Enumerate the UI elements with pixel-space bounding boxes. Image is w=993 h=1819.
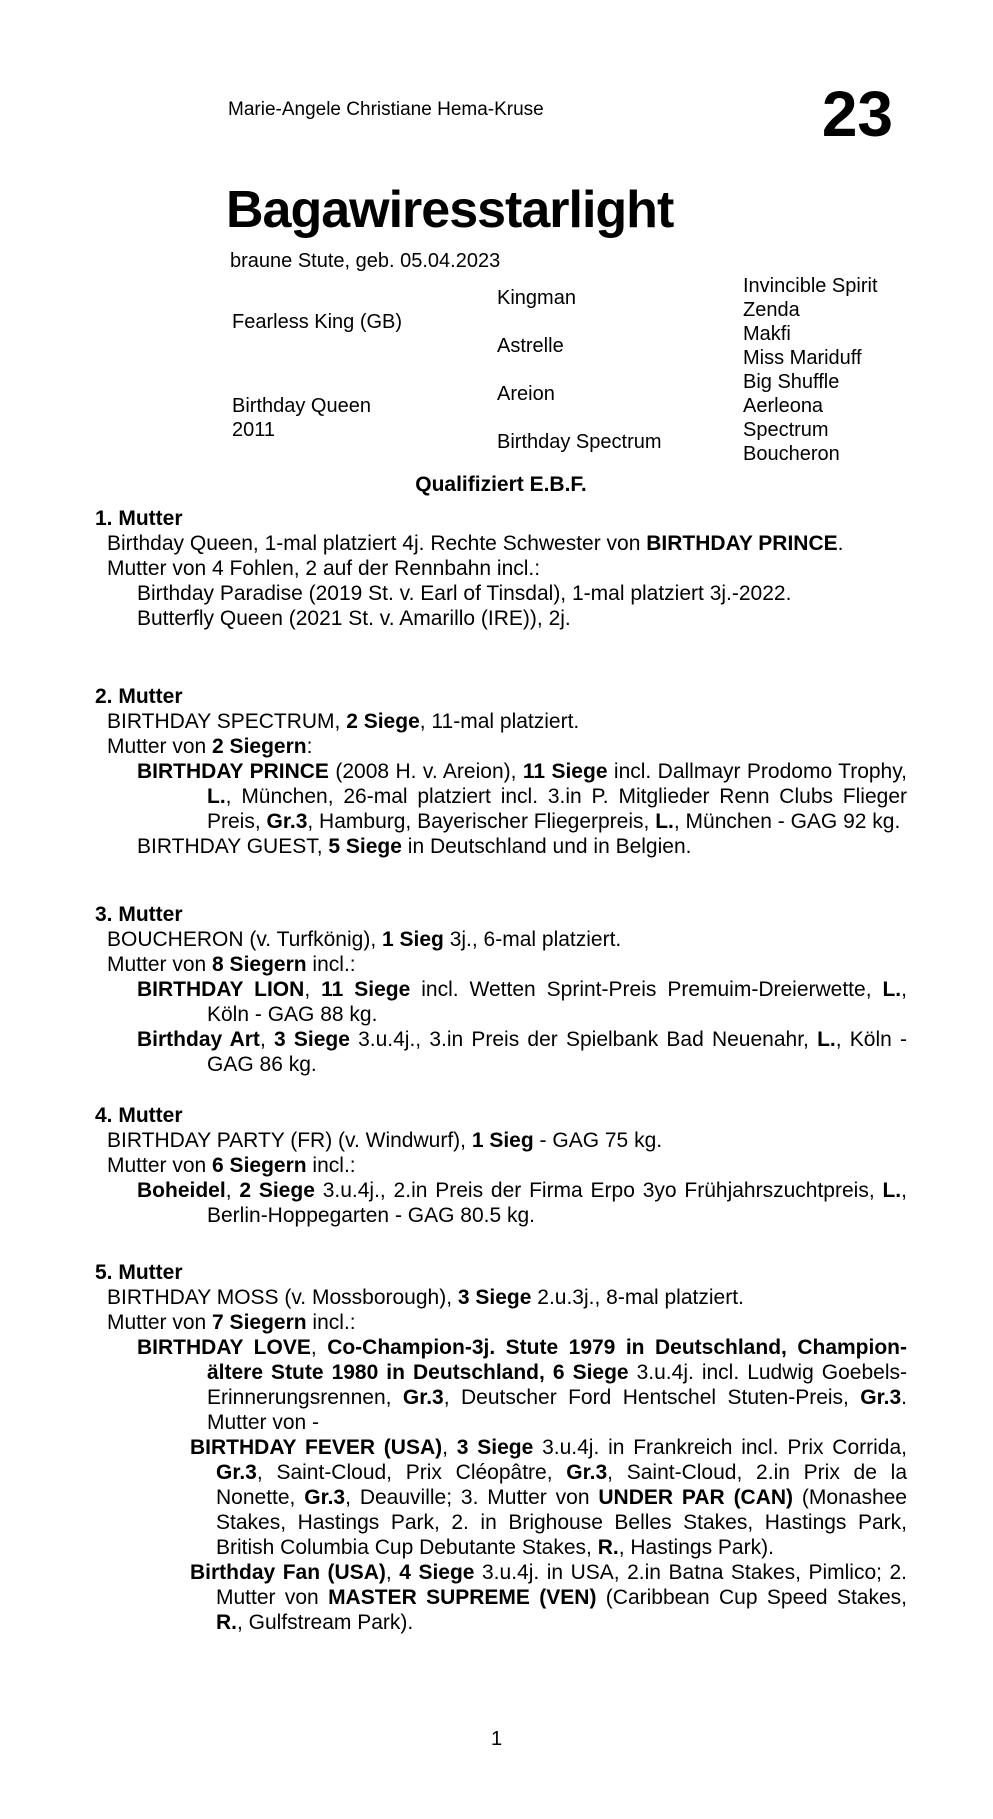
pedigree-paragraph: BIRTHDAY PRINCE (2008 H. v. Areion), 11 Siege incl. Dallmayr Prodomo Trophy, L., München, 26-mal platziert incl. 3.in P. Mitglieder Renn Clubs Flieger Preis, Gr.3, Hamburg, Bayerischer Fliegerpreis, L., München - GAG 92 kg. <box>137 760 908 833</box>
section-heading: 3. Mutter <box>95 903 183 926</box>
catalog-number: 23 <box>821 78 893 150</box>
mutter-section-3 <box>95 902 907 1077</box>
pedigree-paragraph: Mutter von 4 Fohlen, 2 auf der Rennbahn incl.: <box>107 557 541 580</box>
pedigree-paragraph: Mutter von 7 Siegern incl.: <box>107 1311 356 1334</box>
section-heading: 1. Mutter <box>95 507 183 530</box>
pedigree-paragraph: BIRTHDAY GUEST, 5 Siege in Deutschland und in Belgien. <box>137 835 692 858</box>
pedigree-paragraph: Boheidel, 2 Siege 3.u.4j., 2.in Preis der Firma Erpo 3yo Frühjahrszuchtpreis, L., Berlin-Hoppegarten - GAG 80.5 kg. <box>137 1179 907 1227</box>
footer-page-number: 1 <box>490 1728 503 1750</box>
pedigree-gen2-ancestor: Kingman <box>497 287 576 309</box>
pedigree-gen2-ancestor: Birthday Spectrum <box>497 431 662 453</box>
pedigree-gen3-ancestor: Zenda <box>743 299 800 321</box>
pedigree-gen2-ancestor: Areion <box>497 383 555 405</box>
pedigree-gen3-ancestor: Boucheron <box>743 443 840 465</box>
ancestor-name: Birthday Queen <box>232 395 371 417</box>
section-heading: 4. Mutter <box>95 1104 183 1127</box>
horse-name-title: Bagawiresstarlight <box>226 181 674 239</box>
pedigree-paragraph: BIRTHDAY LION, 11 Siege incl. Wetten Sprint-Preis Premuim-Dreierwette, L., Köln - GAG 88 kg. <box>137 978 907 1026</box>
breeder-name: Marie-Angele Christiane Hema-Kruse <box>228 99 544 120</box>
pedigree-paragraph: Butterfly Queen (2021 St. v. Amarillo (IRE)), 2j. <box>137 607 571 630</box>
pedigree-paragraph: BIRTHDAY PARTY (FR) (v. Windwurf), 1 Sieg - GAG 75 kg. <box>107 1129 663 1152</box>
pedigree-table <box>232 274 982 466</box>
pedigree-gen1-ancestor <box>232 274 497 370</box>
ancestor-name: Fearless King (GB) <box>232 311 403 333</box>
mutter-section-1 <box>95 506 907 631</box>
pedigree-paragraph: BIRTHDAY FEVER (USA), 3 Siege 3.u.4j. in Frankreich incl. Prix Corrida, Gr.3, Saint-Cloud, Prix Cléopâtre, Gr.3, Saint-Cloud, 2.in Prix de la Nonette, Gr.3, Deauville; 3. Mutter von UNDER PAR (CAN) (Monashee Stakes, Hastings Park, 2. in Brighouse Belles Stakes, Hastings Park, British Columbia Cup Debutante Stakes, R., Hastings Park). <box>190 1436 908 1559</box>
pedigree-paragraph: Birthday Art, 3 Siege 3.u.4j., 3.in Preis der Spielbank Bad Neuenahr, L., Köln - GAG 86 kg. <box>137 1028 908 1076</box>
pedigree-paragraph: BIRTHDAY SPECTRUM, 2 Siege, 11-mal platziert. <box>107 710 580 733</box>
pedigree-paragraph: Mutter von 6 Siegern incl.: <box>107 1154 356 1177</box>
pedigree-gen3-ancestor: Aerleona <box>743 395 824 417</box>
pedigree-paragraph: Birthday Queen, 1-mal platziert 4j. Rechte Schwester von BIRTHDAY PRINCE. <box>107 532 844 555</box>
pedigree-gen2-ancestor: Astrelle <box>497 335 564 357</box>
mutter-section-2 <box>95 684 907 859</box>
ancestor-year: 2011 <box>232 419 276 441</box>
pedigree-gen3-ancestor: Miss Mariduff <box>743 347 862 369</box>
pedigree-paragraph: Mutter von 8 Siegern incl.: <box>107 953 356 976</box>
pedigree-paragraph: BIRTHDAY MOSS (v. Mossborough), 3 Siege 2.u.3j., 8-mal platziert. <box>107 1286 744 1309</box>
qualification-line: Qualifiziert E.B.F. <box>415 473 587 496</box>
pedigree-paragraph: BIRTHDAY LOVE, Co-Champion-3j. Stute 1979 in Deutschland, Champion-ältere Stute 1980 in Deutschland, 6 Siege 3.u.4j. incl. Ludwig Goebels-Erinnerungsrennen, Gr.3, Deutscher Ford Hentschel Stuten-Preis, Gr.3. Mutter von - <box>137 1336 907 1434</box>
section-heading: 2. Mutter <box>95 685 183 708</box>
pedigree-gen3-ancestor: Spectrum <box>743 419 829 441</box>
pedigree-paragraph: Birthday Paradise (2019 St. v. Earl of Tinsdal), 1-mal platziert 3j.-2022. <box>137 582 792 605</box>
pedigree-gen1-ancestor <box>232 370 497 466</box>
mutter-section-5 <box>95 1260 907 1635</box>
pedigree-paragraph: BOUCHERON (v. Turfkönig), 1 Sieg 3j., 6-mal platziert. <box>107 928 622 951</box>
horse-details: braune Stute, geb. 05.04.2023 <box>230 250 501 272</box>
pedigree-gen3-ancestor: Big Shuffle <box>743 371 840 393</box>
pedigree-gen3-ancestor: Makfi <box>743 323 791 345</box>
pedigree-gen3-ancestor: Invincible Spirit <box>743 275 878 297</box>
pedigree-paragraph: Birthday Fan (USA), 4 Siege 3.u.4j. in USA, 2.in Batna Stakes, Pimlico; 2. Mutter von MASTER SUPREME (VEN) (Caribbean Cup Speed Stakes, R., Gulfstream Park). <box>190 1561 907 1634</box>
mutter-section-4 <box>95 1103 907 1228</box>
pedigree-paragraph: Mutter von 2 Siegern: <box>107 735 313 758</box>
section-heading: 5. Mutter <box>95 1261 183 1284</box>
